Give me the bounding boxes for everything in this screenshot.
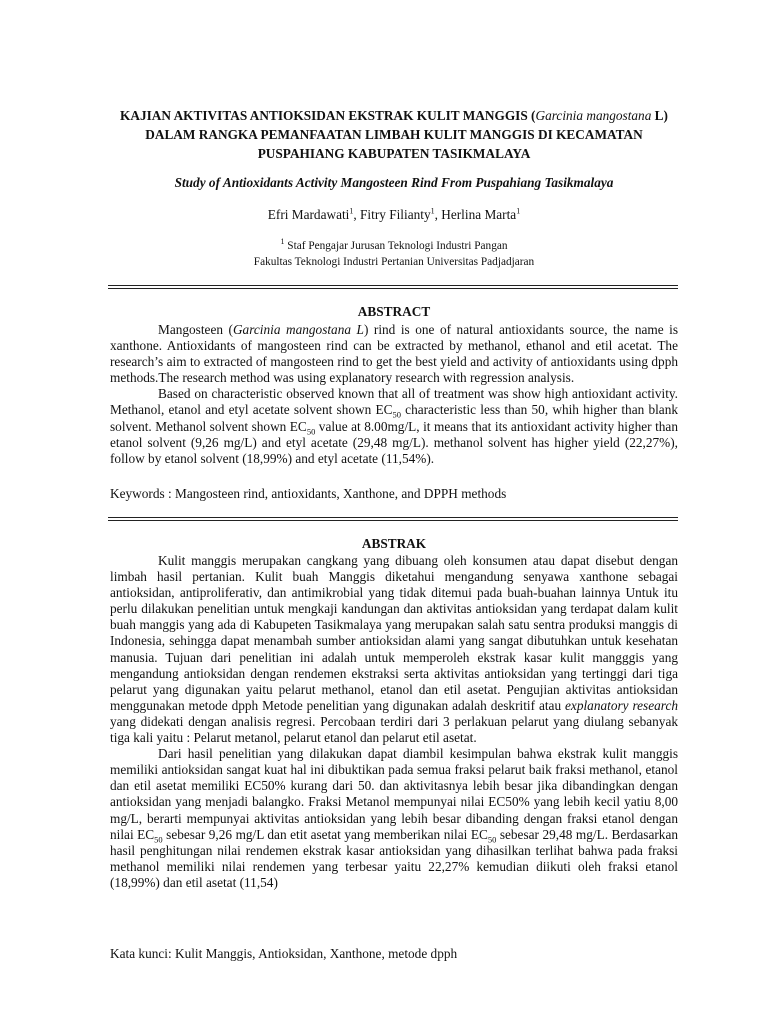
author-name: Fitry Filianty (360, 207, 431, 222)
author-name: Herlina Marta (441, 207, 517, 222)
author-separator: , (434, 207, 442, 222)
author-name: Efri Mardawati (267, 207, 350, 222)
paper-title (110, 106, 678, 163)
abstrak-p2-text-end: sebesar 29,48 mg/L. Berdasarkan hasil penghitungan nilai rendemen ekstrak kasar antioksidan yang dihasilkan terlihat bahwa pada fraksi methanol memiliki nilai rendemen yang terbesar yaitu 22,27% kemudian diikuti oleh fraksi etanol (18,99%) dan etil asetat (11,54) (110, 826, 678, 890)
ec-subscript: 50 (306, 426, 316, 437)
affiliation-text-1: Staf Pengajar Jurusan Teknologi Industri Pangan (284, 240, 508, 252)
ec-subscript: 50 (392, 410, 401, 421)
title-text-part2: L) DALAM RANGKA PEMANFAATAN LIMBAH KULIT MANGGIS DI KECAMATAN PUSPAHIANG KABUPATEN TASIKMALAYA (145, 108, 668, 161)
section-divider (108, 517, 678, 521)
abstract-p2-text-end: value at 8.00mg/L, it means that its antioxidant activity higher than etanol solvent (9,26 mg/L) and etyl acetate (29,48 mg/L). methanol solvent has higher yield (22,27%), follow by etanol solvent (18,99%) and etyl acetate (11,54%). (110, 418, 678, 466)
abstrak-italic-term: explanatory research (565, 697, 679, 713)
author-affiliation-mark: 1 (516, 206, 521, 216)
title-species: Garcinia mangostana (535, 108, 652, 123)
affiliation-mark: 1 (280, 237, 285, 247)
title-text-part1: KAJIAN AKTIVITAS ANTIOKSIDAN EKSTRAK KULIT MANGGIS ( (120, 108, 536, 123)
paper-subtitle: Study of Antioxidants Activity Mangosteen Rind From Puspahiang Tasikmalaya (174, 175, 614, 190)
abstrak-p1-text: Kulit manggis merupakan cangkang yang dibuang oleh konsumen atau dapat disebut dengan limbah hasil pertanian. Kulit buah Manggis diketahui mengandung senyawa xanthone sebagai antioksidan, antiproliferativ, dan antimikrobial yang tidak ditemui pada buah-buahan lainnya Untuk itu perlu dilakukan penelitian untuk mengkaji kandungan dan aktivitas antioksidan yang terdapat dalam kulit buah manggis yang ada di Kabupeten Tasikmalaya yang merupakan salah satu sentra produksi manggis di Indonesia, sehingga dapat menambah sumber antioksidan alami yang sangat dibutuhkan untuk kesehatan manusia. Tujuan dari penelitian ini adalah untuk memperoleh ekstrak kasar kulit mangggis yang mengandung antioksidan dengan rendemen ekstraksi serta aktivitas antioksidan yang tertinggi dari tiga pelarut yang digunakan yaitu pelarut methanol, etanol dan etil asetat. Pengujian aktivitas antioksidan menggunakan metode dpph Metode penelitian yang digunakan adalah deskritif atau (110, 553, 678, 713)
affiliation (110, 238, 678, 270)
abstrak-body (110, 553, 678, 891)
kata-kunci: Kata kunci: Kulit Manggis, Antioksidan, Xanthone, metode dpph (110, 946, 458, 961)
abstract-body (110, 322, 678, 467)
abstrak-paragraph-2 (110, 746, 678, 891)
abstract-p1-text-cont: ) rind is one of natural antioxidants source, the name is xanthone. Antioxidants of mangosteen rind can be extracted by methanol, ethanol and etil acetat. The research’s aim to extracted of mangosteen rind to get the best yield and activity of antioxidants using dpph methods.The research method was using explanatory research with regression analysis. (110, 322, 679, 386)
abstrak-heading: ABSTRAK (361, 536, 427, 551)
abstract-species: Garcinia mangostana L (232, 322, 364, 337)
abstract-paragraph-2 (110, 386, 678, 466)
section-divider (108, 285, 678, 289)
abstract-paragraph-1 (110, 322, 678, 386)
abstrak-p2-text-cont: sebesar 9,26 mg/L dan etit asetat yang memberikan nilai EC (162, 826, 488, 842)
affiliation-line-1 (110, 238, 678, 254)
abstract-heading: ABSTRACT (357, 304, 431, 319)
affiliation-line-2: Fakultas Teknologi Industri Pertanian Universitas Padjadjaran (253, 256, 535, 268)
ec-subscript: 50 (154, 834, 163, 845)
abstract-p2-text-cont: characteristic less than 50, whih higher than blank solvent. Methanol solvent shown EC (110, 402, 679, 434)
abstrak-p2-text: Dari hasil penelitian yang dilakukan dapat diambil kesimpulan bahwa ekstrak kulit manggis memiliki antioksidan sangat kuat hal ini dibuktikan pada semua fraksi pelarut baik fraksi methanol, etanol dan etil asetat memiliki EC50% kurang dari 50. dan aktivitasnya lebih besar jika dibandingkan dengan antioksidan yang menjadi balangko. Fraksi Metanol mempunyai nilai EC50% yang lebih kecil yatiu 8,00 mg/L, berarti mempunyai aktivitas antioksidan yang lebih besar dibanding dengan fraksi etanol dengan nilai EC (110, 746, 678, 842)
abstrak-paragraph-1 (110, 553, 678, 746)
abstrak-p1-text-cont: yang didekati dengan analisis regresi. Percobaan terdiri dari 3 perlakuan pelarut yang diulang sebanyak tiga kali yaitu : Pelarut metanol, pelarut etanol dan pelarut etil asetat. (110, 713, 678, 746)
author-affiliation-mark: 1 (349, 206, 354, 216)
ec-subscript: 50 (487, 834, 497, 845)
abstract-p2-text: Based on characteristic observed known that all of treatment was show high antioxidant activity. Methanol, etanol and etyl acetate solvent shown EC (110, 386, 678, 418)
author-list (110, 207, 678, 223)
abstract-p1-text: Mangosteen ( (158, 322, 233, 337)
keywords: Keywords : Mangosteen rind, antioxidants, Xanthone, and DPPH methods (110, 486, 507, 501)
author-affiliation-mark: 1 (430, 206, 435, 216)
author-separator: , (353, 207, 361, 222)
